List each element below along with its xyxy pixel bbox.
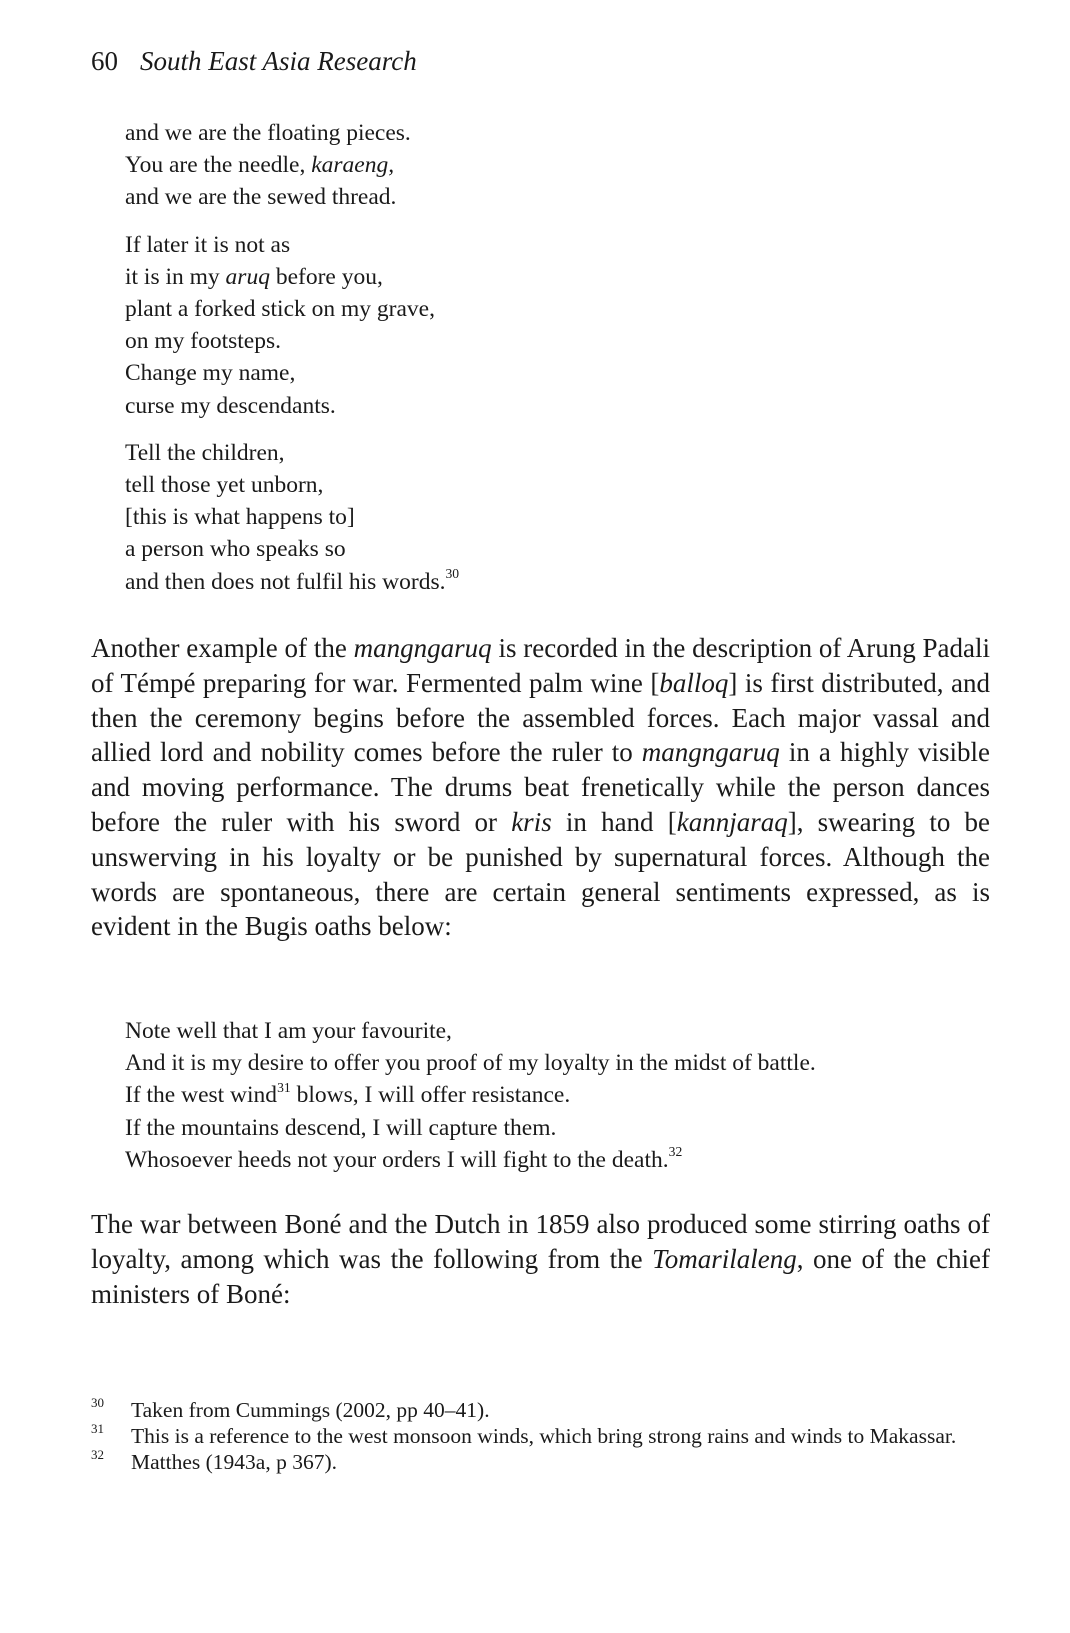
- verse-line: and we are the sewed thread.: [125, 184, 397, 211]
- verse-line: Note well that I am your favourite,: [125, 1018, 452, 1044]
- verse-line: on my footsteps.: [125, 328, 282, 355]
- footnotes: [91, 1397, 996, 1475]
- page-number: 60: [91, 46, 118, 76]
- verse-line: If later it is not as: [125, 231, 291, 258]
- footnote-number: 32: [91, 1447, 104, 1462]
- footnote-ref: 31: [277, 1079, 291, 1095]
- footnote: [91, 1449, 996, 1475]
- italic-term: Tomarilaleng: [652, 1243, 797, 1274]
- verse-line: Whosoever heeds not your orders I will fight to the death.$^{32}$: [125, 1143, 683, 1173]
- verse-line: Change my name,: [125, 360, 296, 387]
- stanza: [125, 229, 459, 422]
- verse-block-2: [125, 1015, 816, 1176]
- italic-term: balloq: [659, 667, 729, 698]
- footnote: [91, 1423, 996, 1449]
- verse-line: curse my descendants.: [125, 392, 336, 419]
- footnote-ref: 32: [668, 1143, 683, 1159]
- verse-line: Tell the children,: [125, 439, 285, 466]
- footnote-text: This is a reference to the west monsoon winds, which bring strong rains and winds to Makassar.: [131, 1424, 957, 1448]
- stanza: [125, 437, 459, 598]
- footnote-text: Matthes (1943a, p 367).: [131, 1450, 338, 1474]
- footnote-ref: 30: [445, 565, 460, 581]
- verse-line: [this is what happens to]: [125, 504, 355, 531]
- italic-term: kannjaraq: [676, 806, 788, 837]
- italic-term: kris: [511, 806, 552, 837]
- running-header: [91, 44, 417, 78]
- footnote-number: 30: [91, 1395, 104, 1410]
- stanza: [125, 117, 459, 214]
- italic-term: mangngaruq: [641, 737, 780, 768]
- italic-term: aruq: [225, 263, 270, 290]
- italic-term: mangngaruq: [353, 633, 492, 663]
- body-paragraph: Another example of the mangngaruq is recorded in the description of Arung Padali of Témpé preparing for war. Fermented palm wine [balloq] is first distributed, and then the ceremony begins before the assembled forces. Each major vassal and allied lord and nobility comes before the ruler to mangngaruq in a highly visible and moving performance. The drums beat frenetically while the person dances before the ruler with his sword or kris in hand [kannjaraq], swearing to be unswerving in his loyalty or be punished by supernatural forces. Although the words are spontaneous, there are certain general sentiments expressed, as is evident in the Bugis oaths below:: [91, 633, 990, 942]
- verse-line: And it is my desire to offer you proof of my loyalty in the midst of battle.: [125, 1050, 816, 1077]
- verse-line: You are the needle, karaeng,: [125, 152, 395, 179]
- verse-line: plant a forked stick on my grave,: [125, 296, 435, 323]
- verse-line: If the west wind$^{31}$ blows, I will offer resistance.: [125, 1079, 571, 1109]
- footnote-number: 31: [91, 1421, 104, 1436]
- body-paragraph: The war between Boné and the Dutch in 1859 also produced some stirring oaths of loyalty, among which was the following from the Tomarilaleng, one of the chief ministers of Boné:: [91, 1209, 990, 1309]
- verse-line: If the mountains descend, I will capture them.: [125, 1114, 557, 1141]
- footnote-text: Taken from Cummings (2002, pp 40–41).: [131, 1398, 490, 1422]
- verse-line: and then does not fulfil his words.$^{30}$: [125, 565, 460, 595]
- journal-title: South East Asia Research: [140, 46, 417, 76]
- verse-line: a person who speaks so: [125, 536, 346, 563]
- italic-term: karaeng,: [311, 152, 395, 179]
- verse-line: tell those yet unborn,: [125, 472, 324, 499]
- verse-block-1: [125, 117, 459, 598]
- verse-line: and we are the floating pieces.: [125, 120, 411, 146]
- footnote: [91, 1397, 996, 1423]
- verse-line: it is in my aruq before you,: [125, 263, 383, 290]
